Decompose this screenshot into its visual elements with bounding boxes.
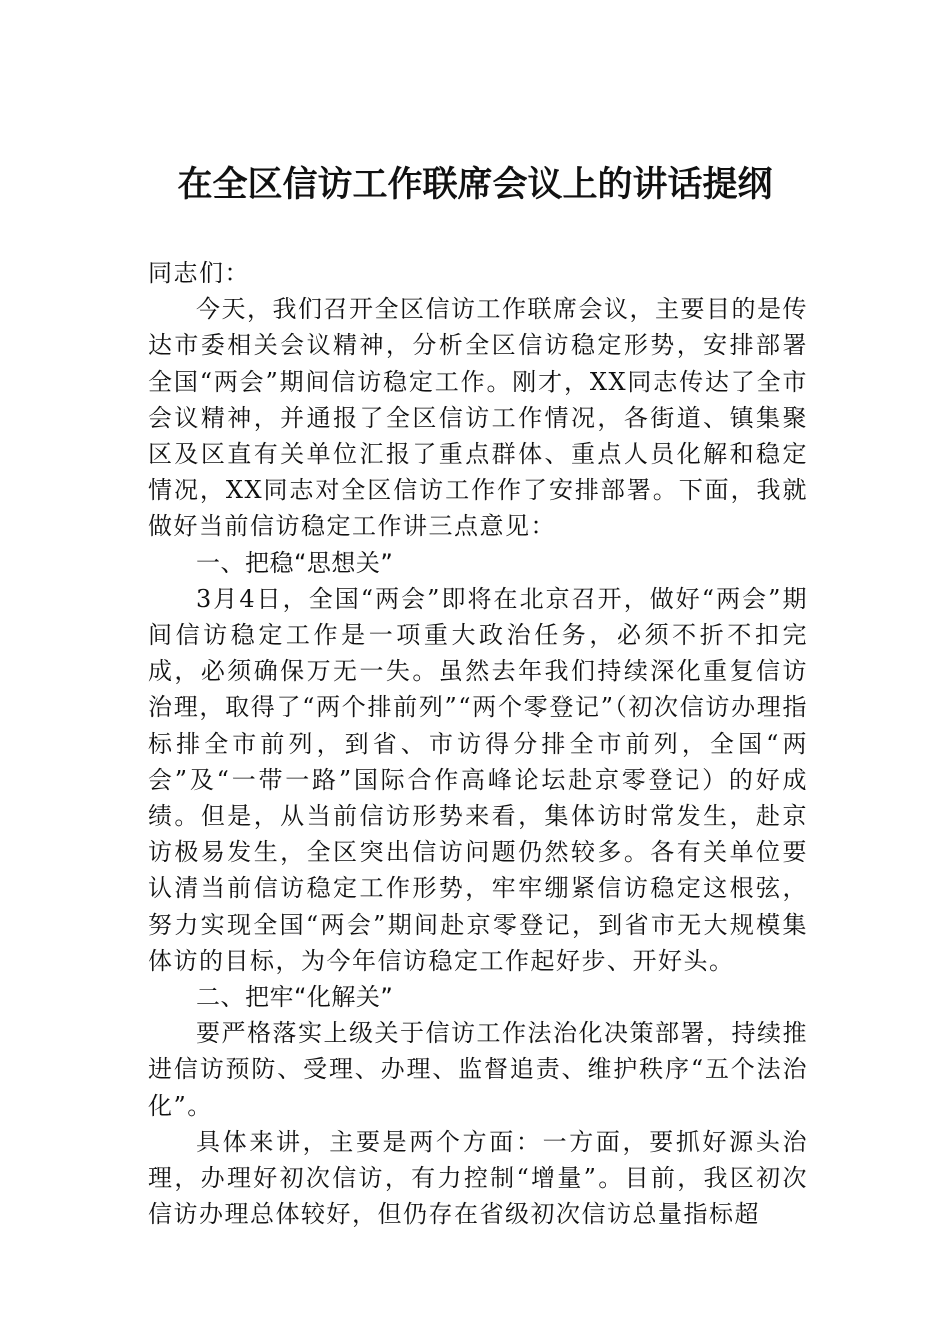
paragraph-section-2b: 具体来讲，主要是两个方面：一方面，要抓好源头治理，办理好初次信访，有力控制“增量”。目前，我区初次信访办理总体较好，但仍存在省级初次信访总量指标超 bbox=[148, 1127, 808, 1229]
paragraph-section-2a: 要严格落实上级关于信访工作法治化决策部署，持续推进信访预防、受理、办理、监督追责、维护秩序“五个法治化”。 bbox=[148, 1019, 808, 1120]
salutation: 同志们： bbox=[148, 259, 250, 287]
paragraph-intro: 今天，我们召开全区信访工作联席会议，主要目的是传达市委相关会议精神，分析全区信访稳定形势，安排部署全国“两会”期间信访稳定工作。刚才，XX同志传达了全市会议精神，并通报了全区信访工作情况，各街道、镇集聚区及区直有关单位汇报了重点群体、重点人员化解和稳定情况，XX同志对全区信访工作作了安排部署。下面，我就做好当前信访稳定工作讲三点意见： bbox=[148, 295, 808, 541]
document-title: 在全区信访工作联席会议上的讲话提纲 bbox=[177, 164, 773, 205]
section-heading-2: 二、把牢“化解关” bbox=[196, 983, 394, 1012]
paragraph-section-1: 3月4日，全国“两会”即将在北京召开，做好“两会”期间信访稳定工作是一项重大政治任务，必须不折不扣完成，必须确保万无一失。虽然去年我们持续深化重复信访治理，取得了“两个排前列”“两个零登记”（初次信访办理指标排全市前列，到省、市访得分排全市前列，全国“两会”及“一带一路”国际合作高峰论坛赴京零登记）的好成绩。但是，从当前信访形势来看，集体访时常发生，赴京访极易发生，全区突出信访问题仍然较多。各有关单位要认清当前信访稳定工作形势，牢牢绷紧信访稳定这根弦，努力实现全国“两会”期间赴京零登记，到省市无大规模集体访的目标，为今年信访稳定工作起好步、开好头。 bbox=[148, 584, 808, 975]
section-heading-1: 一、把稳“思想关” bbox=[196, 548, 394, 577]
document-body bbox=[148, 255, 808, 1232]
